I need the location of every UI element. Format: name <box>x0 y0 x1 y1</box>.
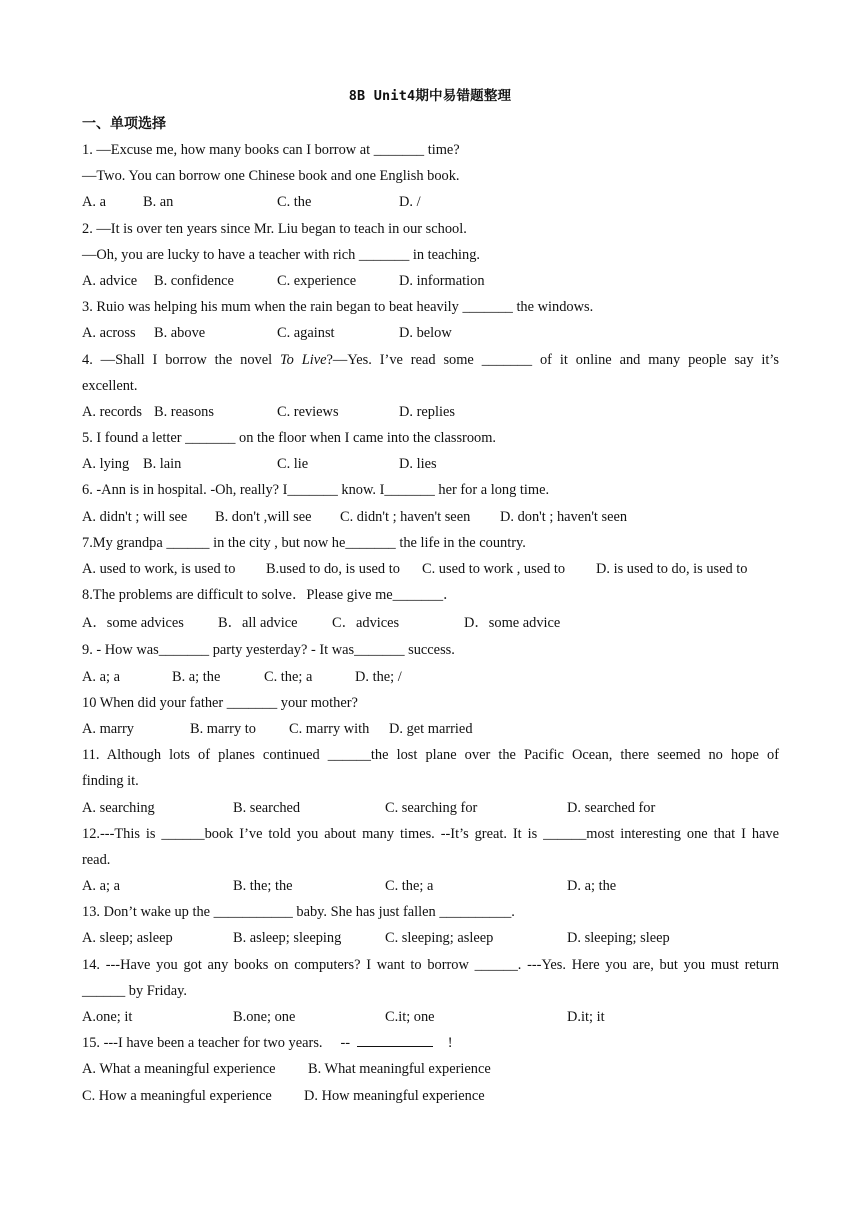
option-b: B. marry to <box>190 720 256 737</box>
question-12-options <box>82 877 779 903</box>
question-8-stem: 8.The problems are difficult to solve．Please give me_______． <box>82 587 458 604</box>
option-b: B. asleep; sleeping <box>233 930 342 947</box>
question-4-pre: 4. —Shall I borrow the novel <box>82 351 280 368</box>
option-d: D. sleeping; sleep <box>567 930 670 947</box>
question-5-stem: 5. I found a letter _______ on the floor when I came into the classroom. <box>82 430 497 447</box>
option-c: C. experience <box>277 272 357 289</box>
option-c: C. How a meaningful experience <box>82 1087 272 1104</box>
option-a: A. didn't ; will see <box>82 508 188 525</box>
option-c: C. reviews <box>277 403 339 420</box>
question-list <box>82 141 779 1113</box>
option-a: A. a <box>82 194 106 211</box>
question-6-stem: 6. -Ann is in hospital. -Oh, really? I_______ know. I_______ her for a long time. <box>82 482 550 499</box>
option-a: A. a; a <box>82 878 120 895</box>
option-d: D. is used to do, is used to <box>596 561 748 577</box>
option-c: C. sleeping; asleep <box>385 930 494 947</box>
question-3-stem: 3. Ruio was helping his mum when the rain began to beat heavily _______ the windows. <box>82 299 594 316</box>
option-d: D．some advice <box>464 615 561 632</box>
question-15-options-row1 <box>82 1060 779 1086</box>
question-15-post: ! <box>433 1035 453 1052</box>
question-9-options <box>82 668 779 694</box>
option-b: B. the; the <box>233 878 293 895</box>
option-d: D. the; / <box>355 668 402 685</box>
option-d: D. / <box>399 194 421 211</box>
section-heading: 一、单项选择 <box>82 116 166 132</box>
option-c: C. lie <box>277 456 309 473</box>
option-c: C.it; one <box>385 1009 435 1025</box>
novel-title: To Live <box>280 351 327 368</box>
option-b: B. reasons <box>154 403 214 420</box>
option-b: B. don't ,will see <box>215 508 312 525</box>
option-a: A. What a meaningful experience <box>82 1061 276 1078</box>
question-1-stem-line2: —Two. You can borrow one Chinese book and one English book. <box>82 168 460 185</box>
option-a: A. searching <box>82 799 155 816</box>
option-d: D.it; it <box>567 1009 605 1025</box>
option-a: A．some advices <box>82 615 184 632</box>
question-5-options <box>82 455 779 481</box>
question-9-stem: 9. - How was_______ party yesterday? - It was_______ success. <box>82 642 455 659</box>
question-2-stem: 2. —It is over ten years since Mr. Liu began to teach in our school. <box>82 220 467 237</box>
question-3-options <box>82 324 779 350</box>
question-14-stem-line2: ______ by Friday. <box>82 982 187 999</box>
question-1-options <box>82 193 779 219</box>
question-7-stem: 7.My grandpa ______ in the city , but now he_______ the life in the country. <box>82 534 526 551</box>
option-a: A. across <box>82 325 136 342</box>
option-b: B. What meaningful experience <box>308 1061 491 1078</box>
option-a: A. a; a <box>82 668 120 685</box>
question-11-options <box>82 799 779 825</box>
option-d: D. lies <box>399 456 437 473</box>
question-4-stem <box>82 351 779 377</box>
question-10-options <box>82 720 779 746</box>
option-d: D. How meaningful experience <box>304 1087 485 1104</box>
question-4-post: ?—Yes. I’ve read some _______ of it online and many people say it’s <box>326 351 779 368</box>
option-b: B.one; one <box>233 1009 296 1025</box>
option-a: A. advice <box>82 272 138 289</box>
option-d: D. don't ; haven't seen <box>500 508 628 525</box>
question-10-stem: 10 When did your father _______ your mother? <box>82 694 358 711</box>
question-11-stem: 11. Although lots of planes continued ______the lost plane over the Pacific Ocean, there seemed no hope of <box>82 747 779 764</box>
option-b: B. above <box>154 325 206 342</box>
option-a: A. used to work, is used to <box>82 561 236 577</box>
question-12-stem-line2: read. <box>82 851 111 868</box>
question-11-stem-line2: finding it. <box>82 773 139 790</box>
question-14-stem: 14. ---Have you got any books on computers? I want to borrow ______. ---Yes. Here you are, but you must return <box>82 956 779 973</box>
question-2-stem-line2: —Oh, you are lucky to have a teacher with rich _______ in teaching. <box>82 246 481 263</box>
option-d: D. get married <box>389 720 473 737</box>
question-14-options <box>82 1008 779 1034</box>
option-b: B. an <box>143 194 174 211</box>
option-a: A. marry <box>82 720 134 737</box>
option-b: B. lain <box>143 456 182 473</box>
option-d: D. below <box>399 325 452 342</box>
answer-blank <box>357 1034 433 1047</box>
question-13-stem: 13. Don’t wake up the ___________ baby. She has just fallen __________. <box>82 904 515 921</box>
option-a: A.one; it <box>82 1009 133 1025</box>
option-c: C. searching for <box>385 799 478 816</box>
question-4-stem-line2: excellent. <box>82 377 138 394</box>
question-6-options <box>82 508 779 534</box>
question-15-stem <box>82 1034 779 1060</box>
option-a: A. lying <box>82 456 130 473</box>
option-d: D. a; the <box>567 878 617 895</box>
option-c: C. marry with <box>289 720 370 737</box>
option-a: A. records <box>82 403 142 420</box>
option-c: C. used to work , used to <box>422 561 566 577</box>
option-b: B. a; the <box>172 668 221 685</box>
option-b: B.used to do, is used to <box>266 561 400 577</box>
option-c: C. the; a <box>264 668 313 685</box>
question-4-options <box>82 403 779 429</box>
option-d: D. replies <box>399 403 455 420</box>
option-c: C. the <box>277 194 312 211</box>
question-13-options <box>82 929 779 955</box>
option-c: C. didn't ; haven't seen <box>340 508 471 525</box>
option-b: B．all advice <box>218 615 298 632</box>
option-c: C．advices <box>332 615 400 632</box>
question-12-stem: 12.---This is ______book I’ve told you about many times. --It’s great. It is ______most interesting one that I have <box>82 825 779 842</box>
option-b: B. searched <box>233 799 301 816</box>
page-title: 8B Unit4期中易错题整理 <box>348 88 512 104</box>
option-d: D. information <box>399 272 485 289</box>
option-b: B. confidence <box>154 272 234 289</box>
question-1-stem: 1. —Excuse me, how many books can I borrow at _______ time? <box>82 142 460 158</box>
option-c: C. against <box>277 325 335 342</box>
question-15-pre: 15. ---I have been a teacher for two years. -- <box>82 1035 358 1052</box>
option-c: C. the; a <box>385 878 434 895</box>
option-d: D. searched for <box>567 799 656 816</box>
question-7-options <box>82 560 779 586</box>
question-2-options <box>82 272 779 298</box>
question-8-options <box>82 612 779 641</box>
option-a: A. sleep; asleep <box>82 930 173 947</box>
question-15-options-row2 <box>82 1087 779 1113</box>
